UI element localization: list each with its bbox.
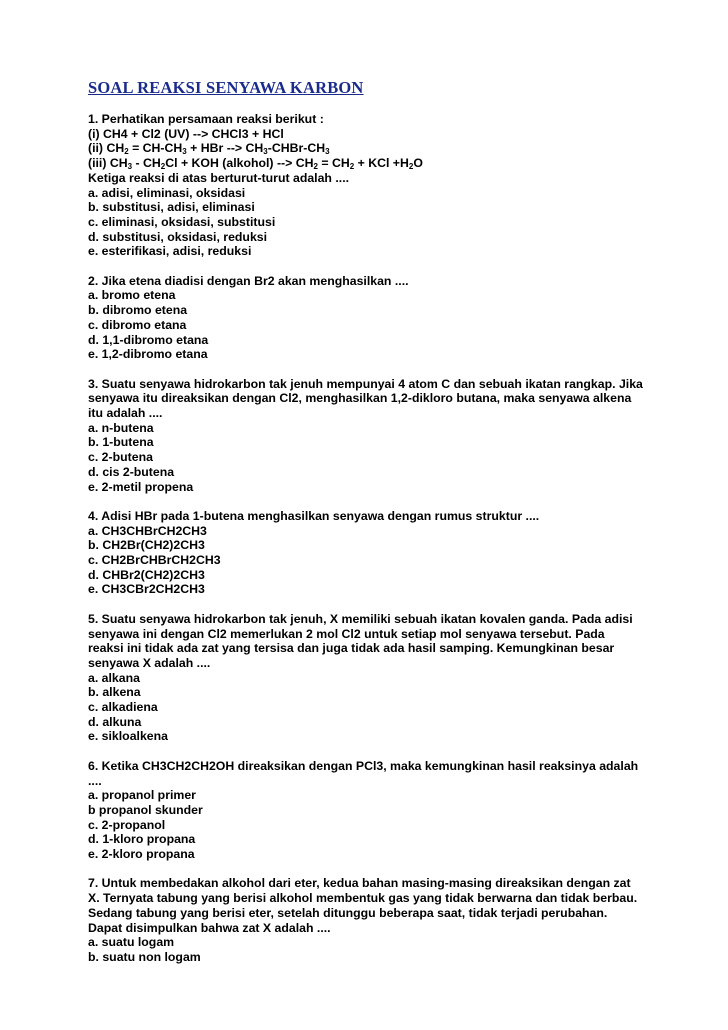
question-list [88,112,688,965]
answer-option: b. CH2Br(CH2)2CH3 [88,538,205,553]
answer-option: b propanol skunder [88,802,203,817]
question-text: 6. Ketika CH3CH2CH2OH direaksikan dengan PCl3, maka kemungkinan hasil reaksinya adalah [88,758,639,773]
reaction-equation-2: (ii) $CH_2 = CH-CH_3$ + HBr --> $CH_3-CHBr-CH_3$ [88,141,330,157]
answer-option: d. alkuna [88,714,142,729]
question-7 [88,876,688,964]
question-text: 5. Suatu senyawa hidrokarbon tak jenuh, X memiliki sebuah ikatan kovalen ganda. Pada adisi [88,611,633,626]
answer-option: c. eliminasi, oksidasi, substitusi [88,214,276,229]
reaction-equation-1: (i) CH4 + Cl2 (UV) --> CHCl3 + HCl [88,126,284,141]
answer-option: e. CH3CBr2CH2CH3 [88,582,205,597]
answer-option: a. n-butena [88,420,154,435]
answer-option: c. 2-butena [88,450,153,465]
question-6 [88,759,688,862]
answer-option: d. 1-kloro propana [88,832,196,847]
answer-option: d. cis 2-butena [88,464,175,479]
question-4 [88,509,688,597]
answer-option: d. CHBr2(CH2)2CH3 [88,567,205,582]
question-text: .... [88,773,102,788]
question-text: 7. Untuk membedakan alkohol dari eter, kedua bahan masing-masing direaksikan dengan zat [88,876,631,891]
answer-option: a. propanol primer [88,788,196,803]
question-text: Sedang tabung yang berisi eter, setelah ditunggu beberapa saat, tidak terjadi perubahan. [88,905,608,920]
answer-option: c. alkadiena [88,700,158,715]
answer-option: c. dibromo etana [88,317,187,332]
document-page [88,78,688,979]
question-text: senyawa X adalah .... [88,655,211,670]
question-stem: 1. Perhatikan persamaan reaksi berikut : [88,112,324,126]
answer-option: a. alkana [88,670,140,685]
question-text: itu adalah .... [88,406,163,421]
page-title: SOAL REAKSI SENYAWA KARBON [88,78,364,97]
answer-option: c. 2-propanol [88,817,166,832]
answer-option: e. 2-metil propena [88,479,194,494]
answer-option: a. adisi, eliminasi, oksidasi [88,185,246,200]
answer-option: e. sikloalkena [88,729,168,744]
question-text: 3. Suatu senyawa hidrokarbon tak jenuh mempunyai 4 atom C dan sebuah ikatan rangkap. Jika [88,376,643,391]
answer-option: b. alkena [88,685,141,700]
question-2 [88,274,688,362]
answer-option: c. CH2BrCHBrCH2CH3 [88,553,221,568]
answer-option: b. suatu non logam [88,949,201,964]
answer-option: b. dibromo etena [88,303,188,318]
answer-option: e. esterifikasi, adisi, reduksi [88,244,252,259]
answer-option: b. 1-butena [88,435,154,450]
reaction-equation-3: (iii) $CH_3 - CH_2Cl$ + KOH (alkohol) --> $CH_2 = CH_2$ + KCl $+H_2O$ [88,156,423,172]
question-text: 2. Jika etena diadisi dengan Br2 akan menghasilkan .... [88,273,409,288]
answer-option: a. suatu logam [88,935,175,950]
question-1 [88,112,688,259]
answer-option: d. substitusi, oksidasi, reduksi [88,229,268,244]
question-3 [88,377,688,495]
answer-option: a. CH3CHBrCH2CH3 [88,523,207,538]
answer-option: a. bromo etena [88,288,176,303]
question-text: reaksi ini tidak ada zat yang tersisa dan juga tidak ada hasil samping. Kemungkinan besar [88,641,615,656]
question-text: Ketiga reaksi di atas berturut-turut adalah .... [88,170,350,185]
answer-option: e. 1,2-dibromo etana [88,347,208,362]
question-text: X. Ternyata tabung yang berisi alkohol membentuk gas yang tidak berwarna dan tidak berbau. [88,891,638,906]
answer-option: e. 2-kloro propana [88,847,195,862]
question-text: senyawa ini dengan Cl2 memerlukan 2 mol Cl2 untuk setiap mol senyawa tersebut. Pada [88,626,605,641]
question-text: Dapat disimpulkan bahwa zat X adalah .... [88,920,331,935]
question-text: 4. Adisi HBr pada 1-butena menghasilkan senyawa dengan rumus struktur .... [88,508,540,523]
answer-option: d. 1,1-dibromo etana [88,332,209,347]
question-text: senyawa itu direaksikan dengan Cl2, menghasilkan 1,2-dikloro butana, maka senyawa alkena [88,391,632,406]
answer-option: b. substitusi, adisi, eliminasi [88,200,255,215]
question-5 [88,612,688,744]
